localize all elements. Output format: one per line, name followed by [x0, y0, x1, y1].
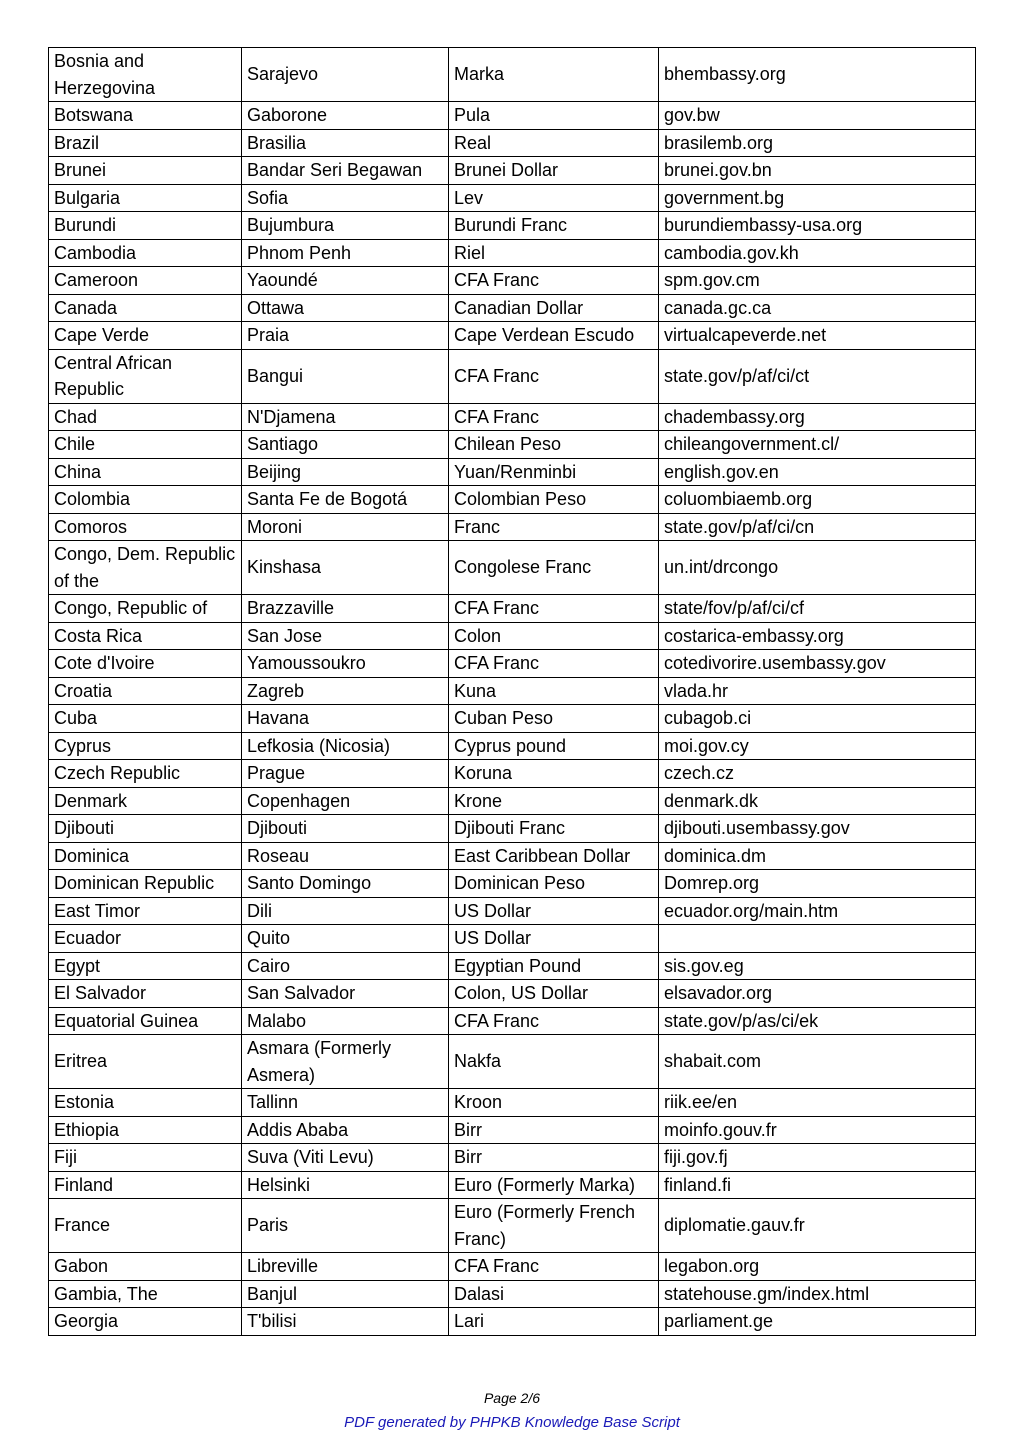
capital-cell: Paris — [242, 1199, 449, 1253]
website-cell: canada.gc.ca — [659, 294, 976, 322]
website-cell: bhembassy.org — [659, 48, 976, 102]
capital-cell: San Salvador — [242, 980, 449, 1008]
country-cell: Chad — [49, 403, 242, 431]
currency-cell: Franc — [449, 513, 659, 541]
country-cell: Ethiopia — [49, 1116, 242, 1144]
website-cell: legabon.org — [659, 1253, 976, 1281]
capital-cell: Sofia — [242, 184, 449, 212]
capital-cell: Banjul — [242, 1280, 449, 1308]
website-cell: diplomatie.gauv.fr — [659, 1199, 976, 1253]
table-row — [49, 513, 976, 541]
country-cell: Gabon — [49, 1253, 242, 1281]
website-cell: un.int/drcongo — [659, 541, 976, 595]
currency-cell: CFA Franc — [449, 267, 659, 295]
currency-cell: Canadian Dollar — [449, 294, 659, 322]
country-cell: Czech Republic — [49, 760, 242, 788]
country-cell: Equatorial Guinea — [49, 1007, 242, 1035]
capital-cell: Tallinn — [242, 1089, 449, 1117]
capital-cell: Quito — [242, 925, 449, 953]
website-cell: parliament.ge — [659, 1308, 976, 1336]
table-row — [49, 677, 976, 705]
capital-cell: Ottawa — [242, 294, 449, 322]
currency-cell: CFA Franc — [449, 595, 659, 623]
currency-cell: Kuna — [449, 677, 659, 705]
table-row — [49, 322, 976, 350]
table-row — [49, 541, 976, 595]
capital-cell: Malabo — [242, 1007, 449, 1035]
website-cell: czech.cz — [659, 760, 976, 788]
currency-cell: Koruna — [449, 760, 659, 788]
country-cell: Fiji — [49, 1144, 242, 1172]
table-row — [49, 102, 976, 130]
country-cell: Burundi — [49, 212, 242, 240]
website-cell: costarica-embassy.org — [659, 622, 976, 650]
country-cell: Congo, Republic of — [49, 595, 242, 623]
table-row — [49, 732, 976, 760]
capital-cell: Moroni — [242, 513, 449, 541]
country-cell: Cote d'Ivoire — [49, 650, 242, 678]
capital-cell: Djibouti — [242, 815, 449, 843]
country-cell: Egypt — [49, 952, 242, 980]
currency-cell: CFA Franc — [449, 403, 659, 431]
table-row — [49, 650, 976, 678]
capital-cell: Yaoundé — [242, 267, 449, 295]
table-row — [49, 1116, 976, 1144]
capital-cell: Brazzaville — [242, 595, 449, 623]
capital-cell: Phnom Penh — [242, 239, 449, 267]
table-row — [49, 980, 976, 1008]
page-number: Page 2/6 — [483, 1390, 541, 1406]
country-cell: Croatia — [49, 677, 242, 705]
country-cell: Botswana — [49, 102, 242, 130]
table-row — [49, 760, 976, 788]
country-cell: Georgia — [49, 1308, 242, 1336]
currency-cell: Euro (Formerly French Franc) — [449, 1199, 659, 1253]
capital-cell: San Jose — [242, 622, 449, 650]
website-cell: chadembassy.org — [659, 403, 976, 431]
capital-cell: Bangui — [242, 349, 449, 403]
currency-cell: Djibouti Franc — [449, 815, 659, 843]
capital-cell: Bujumbura — [242, 212, 449, 240]
table-row — [49, 1199, 976, 1253]
capital-cell: Lefkosia (Nicosia) — [242, 732, 449, 760]
capital-cell: Dili — [242, 897, 449, 925]
table-row — [49, 129, 976, 157]
website-cell: moinfo.gouv.fr — [659, 1116, 976, 1144]
currency-cell: CFA Franc — [449, 650, 659, 678]
currency-cell: Colon — [449, 622, 659, 650]
currency-cell: Euro (Formerly Marka) — [449, 1171, 659, 1199]
website-cell: virtualcapeverde.net — [659, 322, 976, 350]
country-cell: East Timor — [49, 897, 242, 925]
capital-cell: Brasilia — [242, 129, 449, 157]
currency-cell: CFA Franc — [449, 1253, 659, 1281]
currency-cell: Lev — [449, 184, 659, 212]
country-cell: Djibouti — [49, 815, 242, 843]
country-cell: Estonia — [49, 1089, 242, 1117]
country-cell: Brunei — [49, 157, 242, 185]
country-cell: Dominican Republic — [49, 870, 242, 898]
website-cell: state.gov/p/af/ci/ct — [659, 349, 976, 403]
table-row — [49, 212, 976, 240]
table-row — [49, 952, 976, 980]
capital-cell: Asmara (Formerly Asmera) — [242, 1035, 449, 1089]
website-cell: fiji.gov.fj — [659, 1144, 976, 1172]
website-cell: spm.gov.cm — [659, 267, 976, 295]
website-cell: moi.gov.cy — [659, 732, 976, 760]
currency-cell: Birr — [449, 1116, 659, 1144]
currency-cell: Dominican Peso — [449, 870, 659, 898]
currency-cell: Lari — [449, 1308, 659, 1336]
capital-cell: Roseau — [242, 842, 449, 870]
website-cell: ecuador.org/main.htm — [659, 897, 976, 925]
currency-cell: Burundi Franc — [449, 212, 659, 240]
table-row — [49, 239, 976, 267]
table-row — [49, 267, 976, 295]
website-cell: cubagob.ci — [659, 705, 976, 733]
website-cell: denmark.dk — [659, 787, 976, 815]
capital-cell: Libreville — [242, 1253, 449, 1281]
country-cell: Bulgaria — [49, 184, 242, 212]
currency-cell: Riel — [449, 239, 659, 267]
capital-cell: Kinshasa — [242, 541, 449, 595]
website-cell: coluombiaemb.org — [659, 486, 976, 514]
country-cell: Costa Rica — [49, 622, 242, 650]
website-cell: cambodia.gov.kh — [659, 239, 976, 267]
country-cell: Colombia — [49, 486, 242, 514]
table-row — [49, 1007, 976, 1035]
table-row — [49, 870, 976, 898]
country-cell: Ecuador — [49, 925, 242, 953]
table-row — [49, 897, 976, 925]
currency-cell: Colombian Peso — [449, 486, 659, 514]
website-cell: vlada.hr — [659, 677, 976, 705]
country-cell: Brazil — [49, 129, 242, 157]
table-row — [49, 787, 976, 815]
website-cell: Domrep.org — [659, 870, 976, 898]
capital-cell: Yamoussoukro — [242, 650, 449, 678]
table-row — [49, 349, 976, 403]
website-cell: riik.ee/en — [659, 1089, 976, 1117]
table-row — [49, 431, 976, 459]
capital-cell: Prague — [242, 760, 449, 788]
currency-cell: Kroon — [449, 1089, 659, 1117]
capital-cell: Praia — [242, 322, 449, 350]
currency-cell: Real — [449, 129, 659, 157]
country-cell: Denmark — [49, 787, 242, 815]
country-cell: El Salvador — [49, 980, 242, 1008]
website-cell: english.gov.en — [659, 458, 976, 486]
generator-credit: PDF generated by PHPKB Knowledge Base Script — [344, 1414, 680, 1431]
country-cell: Finland — [49, 1171, 242, 1199]
country-cell: Gambia, The — [49, 1280, 242, 1308]
capital-cell: Cairo — [242, 952, 449, 980]
currency-cell: Cuban Peso — [449, 705, 659, 733]
capital-cell: Zagreb — [242, 677, 449, 705]
currency-cell: East Caribbean Dollar — [449, 842, 659, 870]
capital-cell: Sarajevo — [242, 48, 449, 102]
table-row — [49, 1035, 976, 1089]
country-cell: Canada — [49, 294, 242, 322]
table-row — [49, 184, 976, 212]
table-row — [49, 157, 976, 185]
table-row — [49, 842, 976, 870]
currency-cell: Yuan/Renminbi — [449, 458, 659, 486]
currency-cell: CFA Franc — [449, 349, 659, 403]
website-cell: statehouse.gm/index.html — [659, 1280, 976, 1308]
capital-cell: Addis Ababa — [242, 1116, 449, 1144]
table-row — [49, 1171, 976, 1199]
website-cell: finland.fi — [659, 1171, 976, 1199]
currency-cell: Colon, US Dollar — [449, 980, 659, 1008]
website-cell: dominica.dm — [659, 842, 976, 870]
country-cell: France — [49, 1199, 242, 1253]
country-cell: China — [49, 458, 242, 486]
currency-cell: Nakfa — [449, 1035, 659, 1089]
website-cell: elsavador.org — [659, 980, 976, 1008]
website-cell: state.gov/p/af/ci/cn — [659, 513, 976, 541]
table-row — [49, 48, 976, 102]
currency-cell: Cape Verdean Escudo — [449, 322, 659, 350]
website-cell: burundiembassy-usa.org — [659, 212, 976, 240]
table-row — [49, 1144, 976, 1172]
website-cell — [659, 925, 976, 953]
capital-cell: Santa Fe de Bogotá — [242, 486, 449, 514]
website-cell: djibouti.usembassy.gov — [659, 815, 976, 843]
country-cell: Bosnia and Herzegovina — [49, 48, 242, 102]
table-row — [49, 622, 976, 650]
currency-cell: Marka — [449, 48, 659, 102]
country-cell: Cape Verde — [49, 322, 242, 350]
table-row — [49, 1253, 976, 1281]
country-table — [48, 47, 976, 1336]
website-cell: brunei.gov.bn — [659, 157, 976, 185]
capital-cell: Bandar Seri Begawan — [242, 157, 449, 185]
country-cell: Central African Republic — [49, 349, 242, 403]
currency-cell: Pula — [449, 102, 659, 130]
table-row — [49, 1308, 976, 1336]
website-cell: sis.gov.eg — [659, 952, 976, 980]
table-row — [49, 403, 976, 431]
table-row — [49, 815, 976, 843]
table-row — [49, 595, 976, 623]
website-cell: cotedivorire.usembassy.gov — [659, 650, 976, 678]
table-row — [49, 294, 976, 322]
country-cell: Cambodia — [49, 239, 242, 267]
country-cell: Eritrea — [49, 1035, 242, 1089]
currency-cell: Dalasi — [449, 1280, 659, 1308]
website-cell: chileangovernment.cl/ — [659, 431, 976, 459]
website-cell: government.bg — [659, 184, 976, 212]
table-row — [49, 458, 976, 486]
website-cell: state.gov/p/as/ci/ek — [659, 1007, 976, 1035]
table-row — [49, 705, 976, 733]
table-row — [49, 486, 976, 514]
currency-cell: CFA Franc — [449, 1007, 659, 1035]
country-cell: Cyprus — [49, 732, 242, 760]
currency-cell: Chilean Peso — [449, 431, 659, 459]
capital-cell: T'bilisi — [242, 1308, 449, 1336]
capital-cell: Havana — [242, 705, 449, 733]
capital-cell: Santiago — [242, 431, 449, 459]
capital-cell: N'Djamena — [242, 403, 449, 431]
country-cell: Chile — [49, 431, 242, 459]
country-cell: Dominica — [49, 842, 242, 870]
currency-cell: Krone — [449, 787, 659, 815]
currency-cell: Congolese Franc — [449, 541, 659, 595]
currency-cell: Brunei Dollar — [449, 157, 659, 185]
table-row — [49, 925, 976, 953]
currency-cell: Cyprus pound — [449, 732, 659, 760]
website-cell: gov.bw — [659, 102, 976, 130]
website-cell: shabait.com — [659, 1035, 976, 1089]
table-row — [49, 1280, 976, 1308]
currency-cell: Egyptian Pound — [449, 952, 659, 980]
currency-cell: US Dollar — [449, 897, 659, 925]
country-cell: Cameroon — [49, 267, 242, 295]
website-cell: brasilemb.org — [659, 129, 976, 157]
website-cell: state/fov/p/af/ci/cf — [659, 595, 976, 623]
capital-cell: Helsinki — [242, 1171, 449, 1199]
capital-cell: Santo Domingo — [242, 870, 449, 898]
capital-cell: Gaborone — [242, 102, 449, 130]
country-cell: Congo, Dem. Republic of the — [49, 541, 242, 595]
capital-cell: Copenhagen — [242, 787, 449, 815]
currency-cell: Birr — [449, 1144, 659, 1172]
capital-cell: Beijing — [242, 458, 449, 486]
country-cell: Cuba — [49, 705, 242, 733]
currency-cell: US Dollar — [449, 925, 659, 953]
country-cell: Comoros — [49, 513, 242, 541]
capital-cell: Suva (Viti Levu) — [242, 1144, 449, 1172]
country-table-body — [49, 48, 976, 1336]
table-row — [49, 1089, 976, 1117]
